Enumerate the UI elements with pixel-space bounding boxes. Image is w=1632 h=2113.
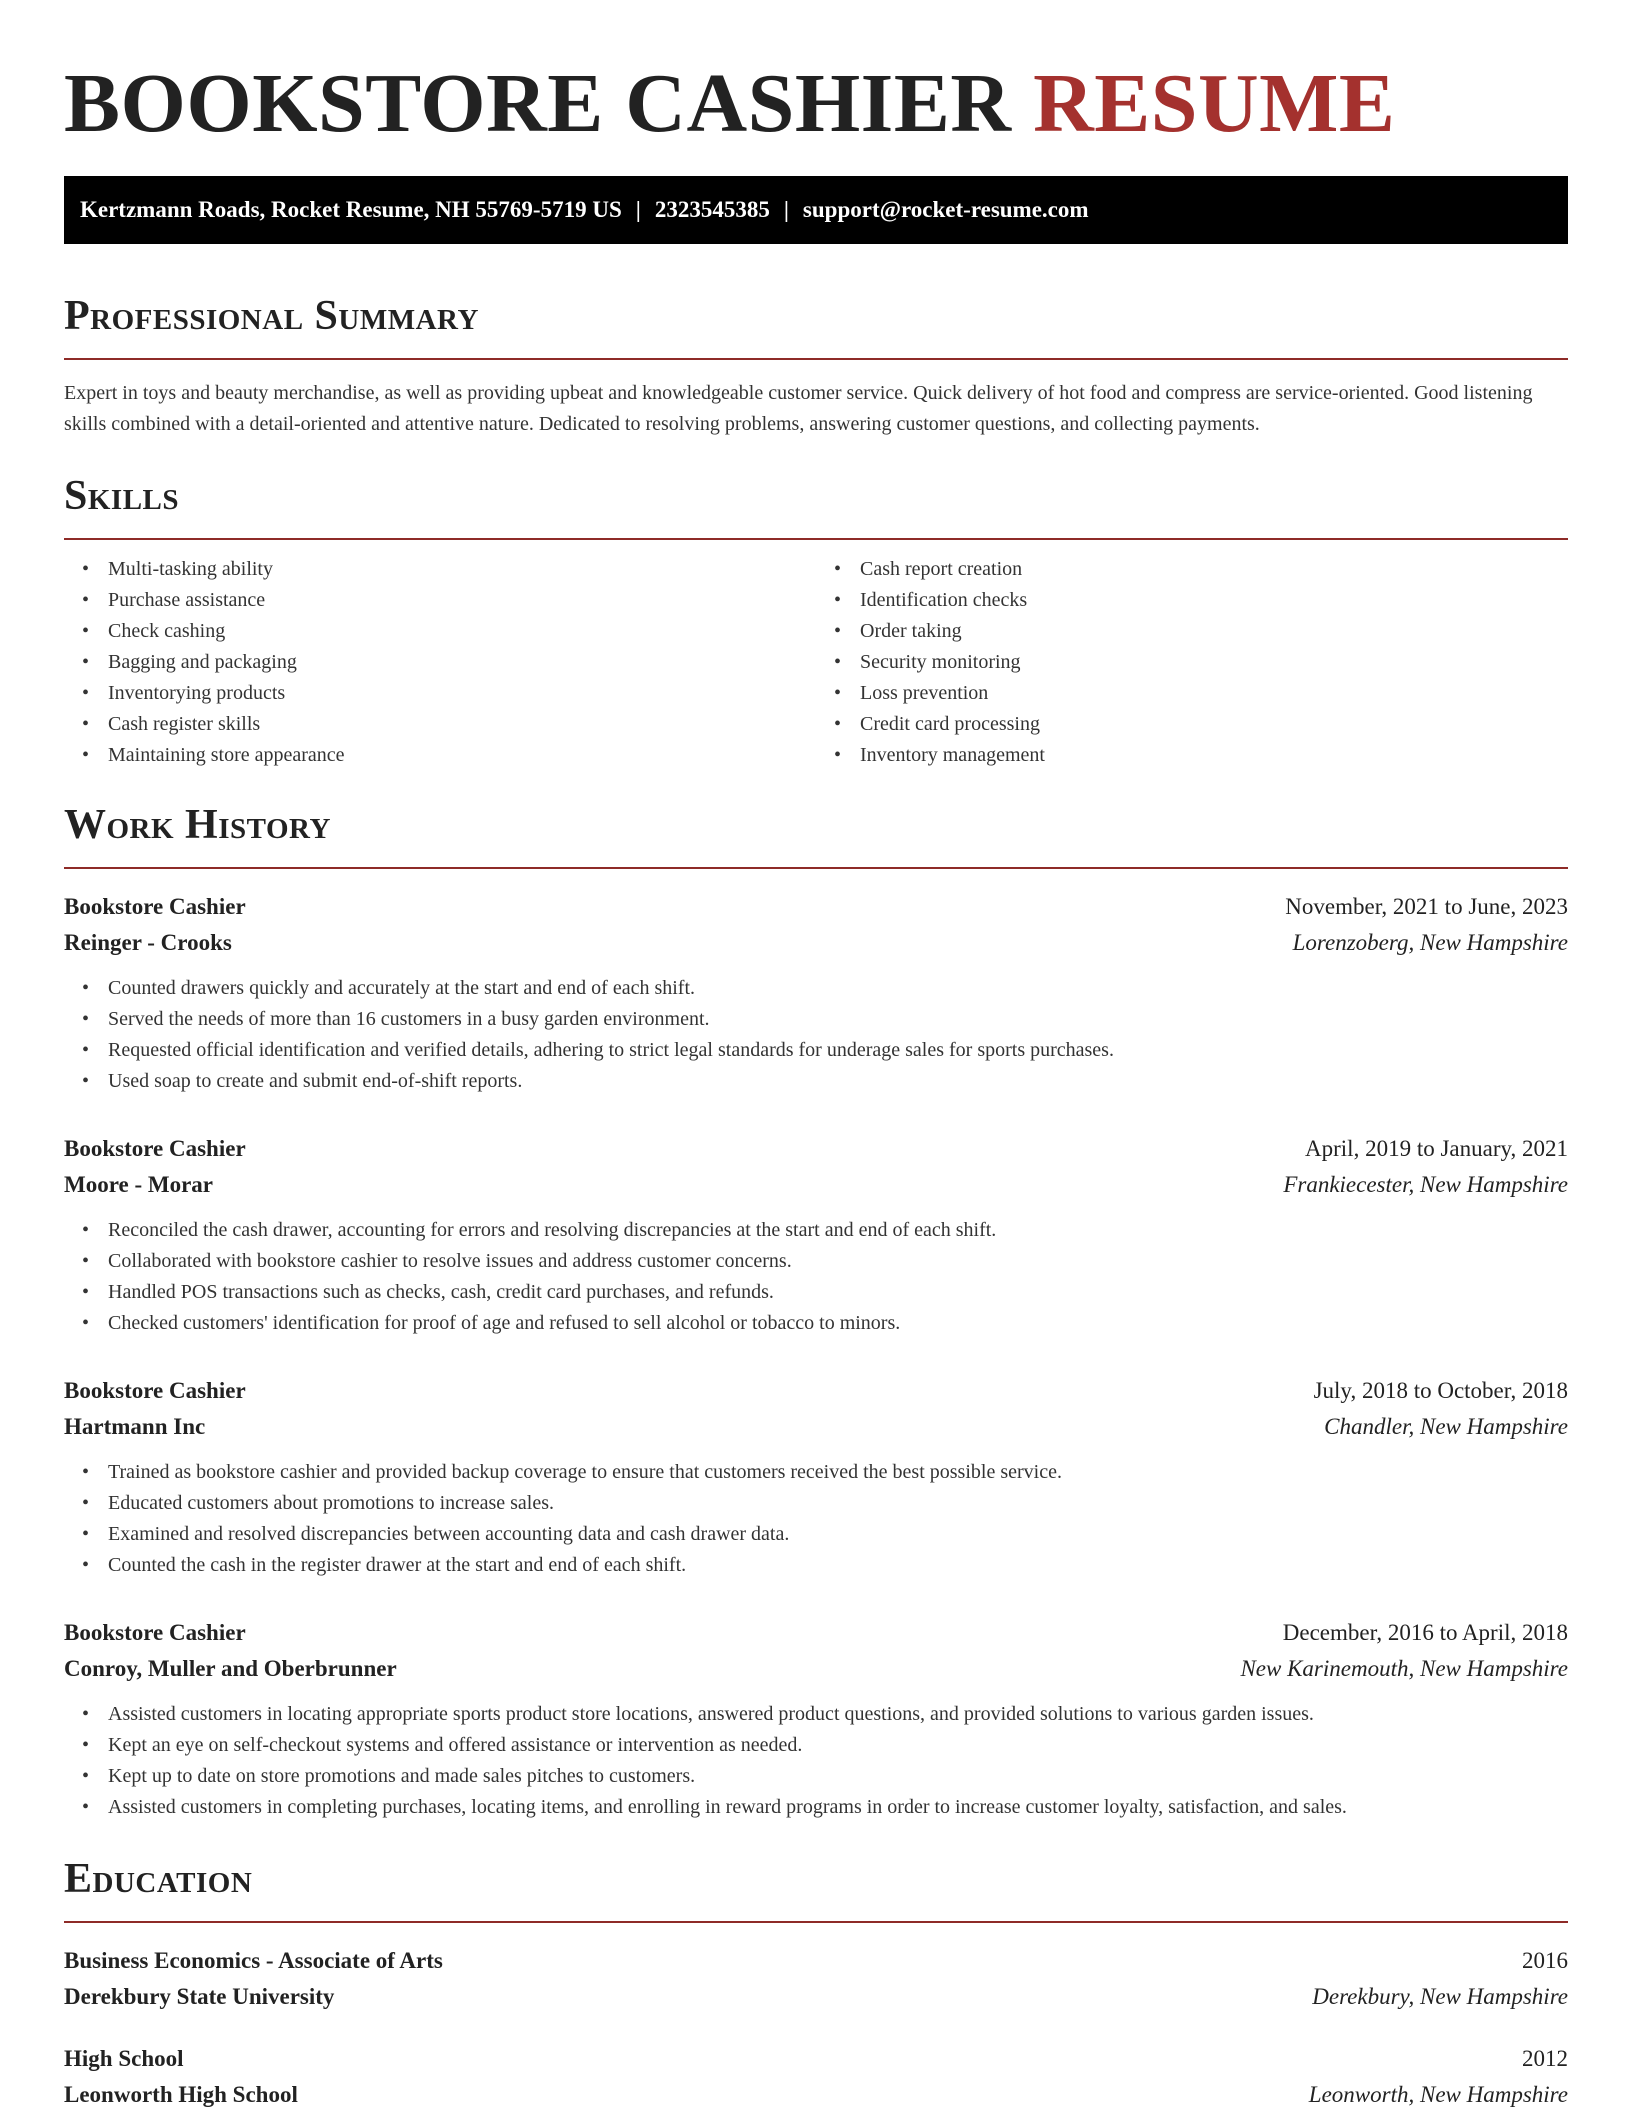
skill-item: • Maintaining store appearance xyxy=(108,740,816,771)
skill-item: • Cash report creation xyxy=(860,554,1568,585)
job-bullets xyxy=(64,1699,1568,1823)
job-company: Conroy, Muller and Oberbrunner xyxy=(64,1656,397,1681)
section-heading: Work History xyxy=(64,802,331,848)
job-company: Reinger - Crooks xyxy=(64,930,232,955)
education-year: 2012 xyxy=(1522,2046,1568,2071)
job-bullet: • Requested official identification and verified details, adhering to strict legal standards for underage sales for sports purchases. xyxy=(108,1035,1568,1066)
job-bullets xyxy=(64,973,1568,1097)
skills-grid xyxy=(64,554,1568,771)
job-bullet: • Used soap to create and submit end-of-shift reports. xyxy=(108,1066,1568,1097)
professional-summary-section xyxy=(64,244,1568,440)
job-bullet: • Kept an eye on self-checkout systems and offered assistance or intervention as needed. xyxy=(108,1730,1568,1761)
skills-column-left xyxy=(64,554,816,771)
skill-item: • Credit card processing xyxy=(860,709,1568,740)
job-bullet: • Served the needs of more than 16 customers in a busy garden environment. xyxy=(108,1004,1568,1035)
job-location: Chandler, New Hampshire xyxy=(1324,1414,1568,1439)
job-bullet: • Collaborated with bookstore cashier to resolve issues and address customer concerns. xyxy=(108,1246,1568,1277)
education-entry xyxy=(64,1943,1568,2015)
job-title: Bookstore Cashier xyxy=(64,1620,246,1645)
contact-separator: | xyxy=(635,197,641,222)
job-entry xyxy=(64,889,1568,1097)
skill-item: • Multi-tasking ability xyxy=(108,554,816,585)
job-entry xyxy=(64,1373,1568,1581)
skill-item: • Inventory management xyxy=(860,740,1568,771)
education-school-row xyxy=(64,2077,1568,2113)
job-entry xyxy=(64,1131,1568,1339)
title-main: BOOKSTORE CASHIER xyxy=(64,57,1012,150)
education-location: Derekbury, New Hampshire xyxy=(1312,1984,1568,2009)
job-bullet: • Checked customers' identification for proof of age and refused to sell alcohol or tobacco to minors. xyxy=(108,1308,1568,1339)
section-heading: Professional Summary xyxy=(64,293,479,339)
skill-item: • Loss prevention xyxy=(860,678,1568,709)
education-location: Leonworth, New Hampshire xyxy=(1308,2082,1568,2107)
job-bullet: • Educated customers about promotions to increase sales. xyxy=(108,1488,1568,1519)
education-entry xyxy=(64,2041,1568,2113)
job-title: Bookstore Cashier xyxy=(64,894,246,919)
job-header-row xyxy=(64,1615,1568,1651)
skill-item: • Inventorying products xyxy=(108,678,816,709)
job-header-row xyxy=(64,1373,1568,1409)
job-bullet: • Kept up to date on store promotions and made sales pitches to customers. xyxy=(108,1761,1568,1792)
section-heading: Skills xyxy=(64,473,180,519)
skill-item: • Check cashing xyxy=(108,616,816,647)
education-degree-row xyxy=(64,2041,1568,2077)
skills-section xyxy=(64,440,1568,771)
skill-item: • Purchase assistance xyxy=(108,585,816,616)
work-history-section xyxy=(64,771,1568,1823)
job-bullets xyxy=(64,1215,1568,1339)
resume-title xyxy=(64,0,1568,176)
education-school: Derekbury State University xyxy=(64,1984,335,2009)
education-section xyxy=(64,1823,1568,2113)
job-bullet: • Handled POS transactions such as checks, cash, credit card purchases, and refunds. xyxy=(108,1277,1568,1308)
job-company: Hartmann Inc xyxy=(64,1414,206,1439)
section-heading: Education xyxy=(64,1856,253,1902)
summary-text: Expert in toys and beauty merchandise, as well as providing upbeat and knowledgeable customer service. Quick delivery of hot food and compress are service-oriented. Good listening skills combined with a detail-oriented and attentive nature. Dedicated to resolving problems, answering customer questions, and collecting payments. xyxy=(64,382,1533,435)
job-location: Lorenzoberg, New Hampshire xyxy=(1292,930,1568,955)
job-location: New Karinemouth, New Hampshire xyxy=(1240,1656,1568,1681)
job-company-row xyxy=(64,1651,1568,1687)
job-header-row xyxy=(64,1131,1568,1167)
job-bullet: • Examined and resolved discrepancies between accounting data and cash drawer data. xyxy=(108,1519,1568,1550)
job-header-row xyxy=(64,889,1568,925)
education-degree: High School xyxy=(64,2046,184,2071)
section-divider xyxy=(64,538,1568,540)
education-school-row xyxy=(64,1979,1568,2015)
section-divider xyxy=(64,1921,1568,1923)
section-divider xyxy=(64,358,1568,360)
job-bullet: • Assisted customers in completing purchases, locating items, and enrolling in reward programs in order to increase customer loyalty, satisfaction, and sales. xyxy=(108,1792,1568,1823)
job-company: Moore - Morar xyxy=(64,1172,213,1197)
skill-item: • Identification checks xyxy=(860,585,1568,616)
contact-separator: | xyxy=(783,197,789,222)
skill-item: • Order taking xyxy=(860,616,1568,647)
job-company-row xyxy=(64,1409,1568,1445)
job-location: Frankiecester, New Hampshire xyxy=(1283,1172,1568,1197)
skill-item: • Cash register skills xyxy=(108,709,816,740)
job-bullet: • Reconciled the cash drawer, accounting for errors and resolving discrepancies at the start and end of each shift. xyxy=(108,1215,1568,1246)
job-entry xyxy=(64,1615,1568,1823)
job-company-row xyxy=(64,1167,1568,1203)
job-bullet: • Counted drawers quickly and accurately at the start and end of each shift. xyxy=(108,973,1568,1004)
job-dates: July, 2018 to October, 2018 xyxy=(1313,1378,1568,1403)
job-title: Bookstore Cashier xyxy=(64,1378,246,1403)
job-dates: December, 2016 to April, 2018 xyxy=(1282,1620,1568,1645)
contact-bar xyxy=(64,176,1568,244)
job-bullet: • Trained as bookstore cashier and provided backup coverage to ensure that customers received the best possible service. xyxy=(108,1457,1568,1488)
education-degree-row xyxy=(64,1943,1568,1979)
job-company-row xyxy=(64,925,1568,961)
contact-phone: 2323545385 xyxy=(654,197,770,222)
title-accent: RESUME xyxy=(1033,57,1396,150)
section-divider xyxy=(64,867,1568,869)
job-dates: April, 2019 to January, 2021 xyxy=(1305,1136,1568,1161)
skill-item: • Bagging and packaging xyxy=(108,647,816,678)
contact-address: Kertzmann Roads, Rocket Resume, NH 55769-5719 US xyxy=(80,197,622,222)
education-school: Leonworth High School xyxy=(64,2082,298,2107)
job-title: Bookstore Cashier xyxy=(64,1136,246,1161)
skills-column-right xyxy=(816,554,1568,771)
skill-item: • Security monitoring xyxy=(860,647,1568,678)
contact-email: support@rocket-resume.com xyxy=(802,197,1089,222)
job-bullet: • Assisted customers in locating appropriate sports product store locations, answered product questions, and provided solutions to various garden issues. xyxy=(108,1699,1568,1730)
job-dates: November, 2021 to June, 2023 xyxy=(1285,894,1568,919)
education-degree: Business Economics - Associate of Arts xyxy=(64,1948,443,1973)
job-bullets xyxy=(64,1457,1568,1581)
education-year: 2016 xyxy=(1522,1948,1568,1973)
job-bullet: • Counted the cash in the register drawer at the start and end of each shift. xyxy=(108,1550,1568,1581)
